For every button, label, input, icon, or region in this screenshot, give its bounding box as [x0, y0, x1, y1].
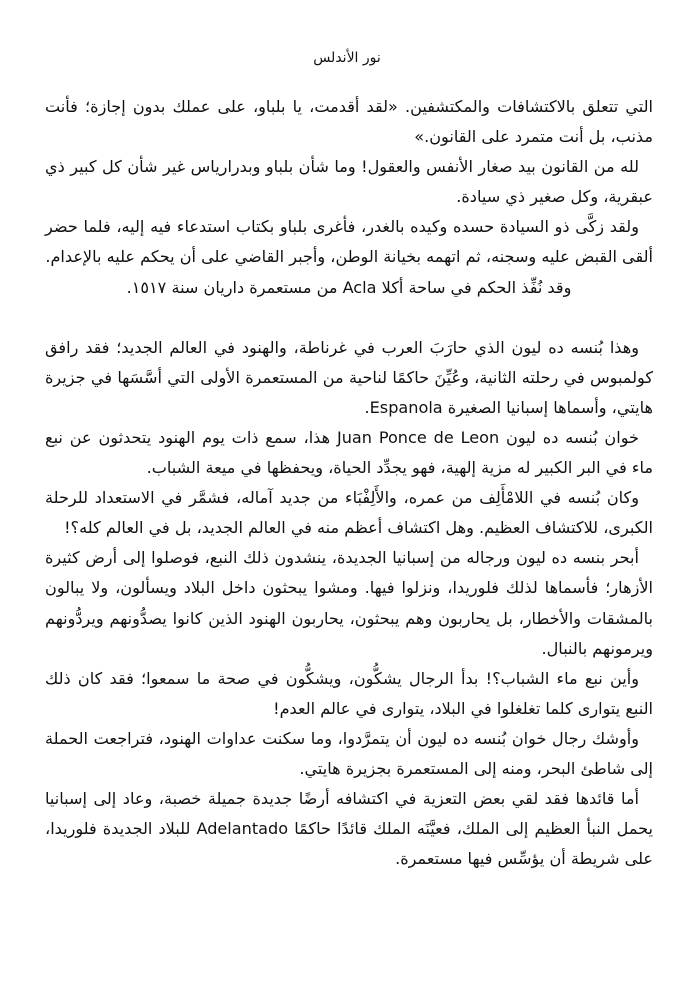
paragraph: وهذا بُنسه ده ليون الذي حارَبَ العرب في غرناطة، والهنود في العالم الجديد؛ فقد رافق كولمبوس في رحلته الثانية، وعُيِّنَ حاكمًا لناحية من المستعمرة الأولى التي أسَّسَها في جزيرة هايتي، وأسماها إسبانيا الصغيرة Espanola. — [45, 337, 653, 417]
paragraph: لله من القانون بيد صغار الأنفس والعقول! وما شأن بلباو وبدراریاس غير شأن كل كبير ذي عبقرية، وكل صغير ذي سيادة. — [45, 157, 653, 207]
body-text — [45, 92, 653, 874]
paragraph: أما قائدها فقد لقي بعض التعزية في اكتشافه أرضًا جديدة جميلة خصبة، وعاد إلى إسبانيا يحمل النبأ العظيم إلى الملك، فعيَّنَه الملك قائدًا حاكمًا Adelantado للبلاد الجديدة فلوريدا، على شريطة أن يؤسِّس فيها مستعمرة. — [45, 789, 653, 869]
paragraph: ولقد زكَّى ذو السيادة حسده وكيده بالغدر، فأغرى بلباو بكتاب استدعاء فيه إليه، فلما حضر ألقى القبض عليه وسجنه، ثم اتهمه بخيانة الوطن، وأجبر القاضي على أن يحكم عليه بالإعدام. — [45, 217, 653, 267]
section-break — [45, 303, 653, 333]
paragraph: وكان بُنسه في اللامْأَلِف من عمره، والأَلِفْبَاء من جديد آماله، فشمَّر في الاستعداد للرحلة الكبرى، للاكتشاف العظيم. وهل اكتشاف أعظم منه في العالم الجديد، بل في العالم كله؟! — [45, 488, 653, 538]
paragraph: وأين نبع ماء الشباب؟! بدأ الرجال يشكُّون، ويشكُّون في صحة ما سمعوا؛ فقد كان ذلك النبع يتوارى كلما تغلغلوا في البلاد، يتوارى في عالم العدم! — [45, 668, 653, 718]
paragraph: التي تتعلق بالاكتشافات والمكتشفين. «لقد أقدمت، يا بلباو، على عملك بدون إجازة؛ فأنت مذنب، بل أنت متمرد على القانون.» — [45, 97, 653, 147]
paragraph: وأوشك رجال خوان بُنسه ده ليون أن يتمرَّدوا، وما سكنت عداوات الهنود، فتراجعت الحملة إلى شاطئ البحر، ومنه إلى المستعمرة بجزيرة هايتي. — [45, 728, 653, 778]
running-header: نور الأندلس — [313, 50, 381, 66]
paragraph: خوان بُنسه ده ليون Juan Ponce de Leon هذا، سمع ذات يوم الهنود يتحدثون عن نبع ماء في البر الكبير له مزية إلهية، فهو يجدِّد الحياة، ويحفظها في ميعة الشباب. — [45, 427, 653, 478]
paragraph: أبحر بنسه ده ليون ورجاله من إسبانيا الجديدة، ينشدون ذلك النبع، فوصلوا إلى أرض كثيرة الأزهار؛ فأسماها لذلك فلوريدا، ونزلوا فيها. ومشوا يبحثون داخل البلاد ويسألون، ولا يبالون بالمشقات والأخطار، بل يحاربون وهم يبحثون، يحاربون الهنود الذين كانوا يصدُّونهم ويردُّونهم ويرمونهم بالنبال. — [45, 548, 653, 658]
paragraph: وقد نُفِّذ الحكم في ساحة أكلا Acla من مستعمرة داريان سنة ١٥١٧. — [126, 277, 572, 297]
